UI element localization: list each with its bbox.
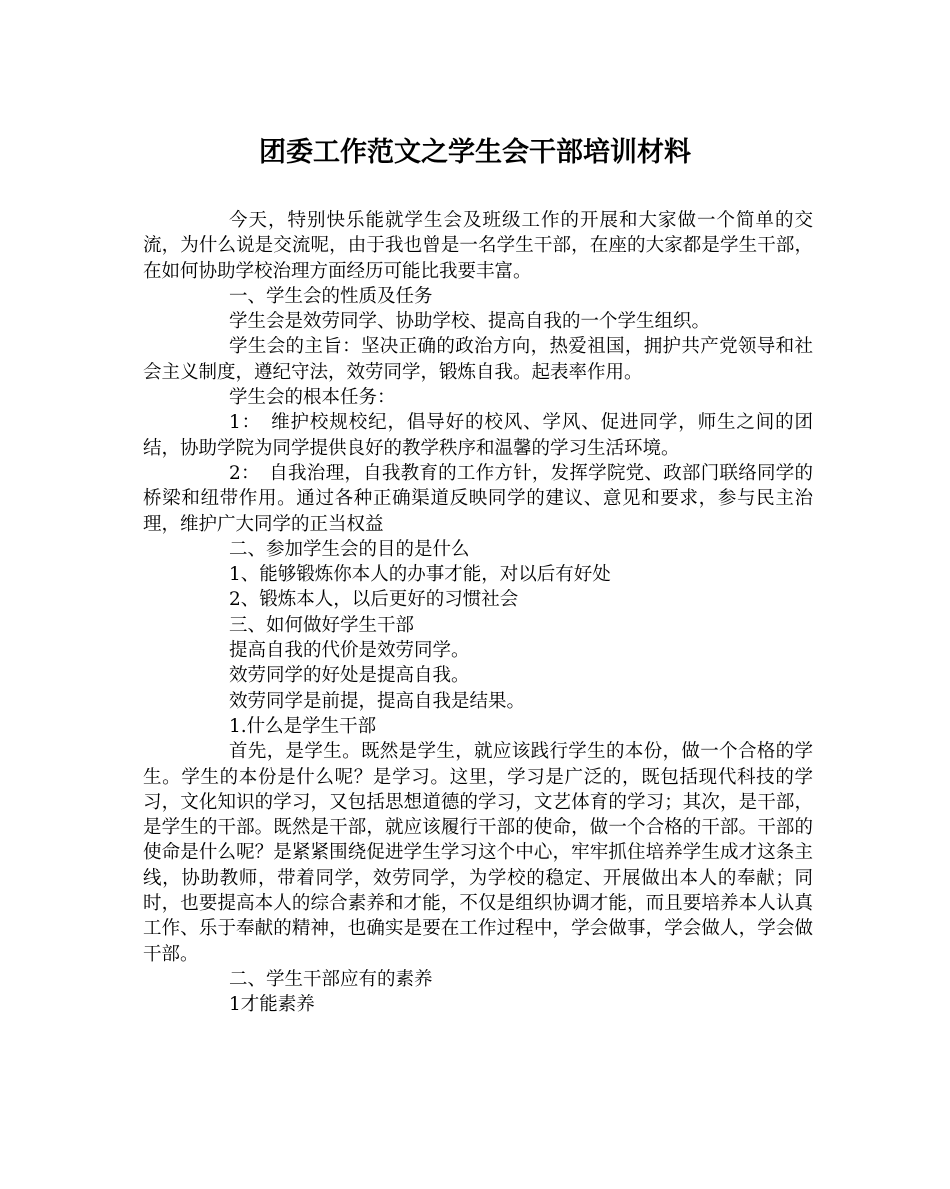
paragraph: 效劳同学的好处是提高自我。 <box>229 665 470 687</box>
list-item: 2： 自我治理，自我教育的工作方针，发挥学院党、政部门联络同学的桥梁和纽带作用。通过各种正确渠道反映同学的建议、意见和要求，参与民主治理，维护广大同学的正当权益 <box>143 462 813 535</box>
section-heading-qualities: 二、学生干部应有的素养 <box>229 968 433 990</box>
paragraph: 效劳同学是前提，提高自我是结果。 <box>229 690 526 712</box>
document-title: 团委工作范文之学生会干部培训材料 <box>259 137 691 168</box>
subsection-heading: 1.什么是学生干部 <box>229 715 377 737</box>
list-item: 2、锻炼本人，以后更好的习惯社会 <box>229 589 519 611</box>
section-heading-nature-and-tasks: 一、学生会的性质及任务 <box>229 285 433 307</box>
paragraph: 学生会的根本任务： <box>229 387 396 409</box>
paragraph: 学生会的主旨：坚决正确的政治方向，热爱祖国，拥护共产党领导和社会主义制度，遵纪守法，效劳同学，锻炼自我。起表率作用。 <box>143 336 813 383</box>
subsection-heading: 1才能素养 <box>229 994 315 1016</box>
paragraph-intro: 今天，特别快乐能就学生会及班级工作的开展和大家做一个简单的交流，为什么说是交流呢，由于我也曾是一名学生干部，在座的大家都是学生干部，在如何协助学校治理方面经历可能比我要丰富。 <box>143 210 813 282</box>
section-heading-purpose: 二、参加学生会的目的是什么 <box>229 538 470 560</box>
list-item: 1、能够锻炼你本人的办事才能，对以后有好处 <box>229 564 611 586</box>
paragraph: 提高自我的代价是效劳同学。 <box>229 640 470 662</box>
document-body <box>143 208 813 1018</box>
paragraph: 学生会是效劳同学、协助学校、提高自我的一个学生组织。 <box>229 311 711 333</box>
list-item: 1： 维护校规校纪，倡导好的校风、学风、促进同学，师生之间的团结，协助学院为同学提供良好的教学秩序和温馨的学习生活环境。 <box>143 412 813 459</box>
paragraph: 首先，是学生。既然是学生，就应该践行学生的本份，做一个合格的学生。学生的本份是什么呢？是学习。这里，学习是广泛的，既包括现代科技的学习，文化知识的学习，又包括思想道德的学习，文艺体育的学习；其次，是干部，是学生的干部。既然是干部，就应该履行干部的使命，做一个合格的干部。干部的使命是什么呢？是紧紧围绕促进学生学习这个中心，牢牢抓住培养学生成才这条主线，协助教师，带着同学，效劳同学，为学校的稳定、开展做出本人的奉献；同时，也要提高本人的综合素养和才能，不仅是组织协调才能，而且要培养本人认真工作、乐于奉献的精神，也确实是要在工作过程中，学会做事，学会做人，学会做干部。 <box>143 741 813 965</box>
section-heading-how-to: 三、如何做好学生干部 <box>229 614 415 636</box>
